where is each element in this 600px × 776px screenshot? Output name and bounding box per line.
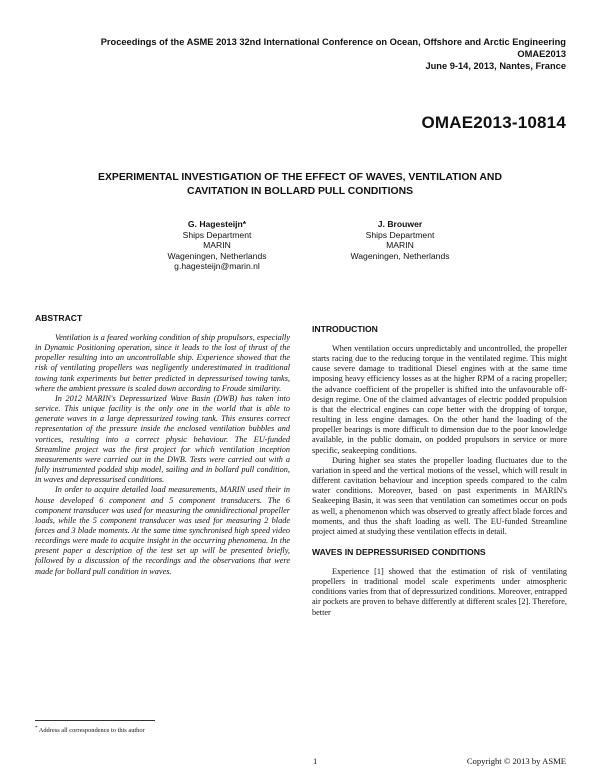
- page-number: 1: [313, 756, 318, 766]
- waves-heading: WAVES IN DEPRESSURISED CONDITIONS: [312, 546, 486, 557]
- author-mark: *: [242, 219, 247, 229]
- introduction-paragraph: When ventilation occurs unpredictably and uncontrolled, the propeller starts racing due to the reducing torque in the ventilated regime. This might cause severe damage to traditional Diesel engines with at the same time imposing heavy efficiency losses as at the higher RPM of a racing propeller; the advance coefficient of the propeller is shifted into the unfavourable off-design regime. One of the claimed advantages of electric podded propulsion is that the electrical engines can cope better with the dropping of torque, resulting in less engine damages. On the other hand the loading of the propeller bearings is more difficult to dimension due to the poor knowledge available, in the public domain, on podded propulsors in service or more specific, seakeeping conditions.: [312, 344, 567, 455]
- author-location: Wageningen, Netherlands: [167, 250, 267, 261]
- author-organization: MARIN: [386, 240, 414, 251]
- footnote-text: Address all correspondence to this author: [38, 727, 145, 735]
- footnote: [35, 726, 295, 734]
- section-gap: [312, 537, 567, 547]
- footnote-rule: [35, 720, 155, 721]
- introduction-paragraph: During higher sea states the propeller loading fluctuates due to the variation in speed and the vertical motions of the vessel, which will result in different cavitation behaviour and inception speeds compared to the calm water conditions. Moreover, based on past experiments in MARIN's Seakeeping Basin, it was seen that ventilation can sometimes occur on pods as well, a phenomenon which was observed to greatly affect blade forces and moments, and thus the shaft loading as well. The EU-funded Streamline project aimed at studying these ventilation effects in detail.: [312, 455, 567, 536]
- author-name: J. Brouwer: [377, 219, 423, 229]
- abstract-heading: ABSTRACT: [35, 313, 83, 323]
- conference-line: Proceedings of the ASME 2013 32nd International Conference on Ocean, Offshore and Arctic Engineering: [100, 37, 566, 47]
- author-email[interactable]: g.hagesteijn@marin.nl: [174, 261, 260, 272]
- waves-paragraph: Experience [1] showed that the estimation of risk of ventilating propellers in traditional model scale experiments under atmospheric conditions varies from that of depressurized conditions. Moreover, entrapped air pockets are proven to behave differently at different scales [2]. Therefore, better: [312, 566, 567, 617]
- author-block: [137, 219, 297, 272]
- introduction-heading: INTRODUCTION: [312, 324, 378, 334]
- author-department: Ships Department: [182, 229, 252, 240]
- author-department: Ships Department: [365, 229, 435, 240]
- author-location: Wageningen, Netherlands: [350, 250, 450, 261]
- author-organization: MARIN: [203, 240, 231, 251]
- conference-header: [60, 36, 566, 72]
- title-line: CAVITATION IN BOLLARD PULL CONDITIONS: [186, 185, 414, 197]
- paper-title: [62, 171, 538, 198]
- paper-id: OMAE2013-10814: [421, 113, 566, 132]
- author-block: [320, 219, 480, 261]
- abstract-paragraph: Ventilation is a feared working condition of ship propulsors, especially in Dynamic Positioning operation, since it leads to the lost of thrust of the propeller resulting into an uncontrollable ship. Experience showed that the risk of ventilating propellers was negligently underestimated in traditional towing tank experiments but better predicted in depressurised towing tanks, where the ambient pressure is scaled down according to Froude similarity.: [35, 333, 290, 393]
- conference-line: OMAE2013: [517, 49, 566, 59]
- footnote-mark: *: [35, 726, 38, 731]
- author-name: G. Hagesteijn*: [187, 219, 247, 229]
- title-line: EXPERIMENTAL INVESTIGATION OF THE EFFECT OF WAVES, VENTILATION AND: [98, 172, 502, 183]
- left-column: [35, 313, 290, 577]
- abstract-paragraph: In order to acquire detailed load measurements, MARIN used their in house developed 6 component and 5 component transducers. The 6 component transducer was used for measuring the omnidirectional propeller loads, while the 5 component transducer was used for measuring 2 blade forces and 3 blade moments. At the same time synchronised high speed video recordings were made to acquire insight in the occurring phenomena. In the present paper a description of the test set up will be presented briefly, followed by a discussion of the recordings and the observations that were made for bollard pull condition in waves.: [35, 485, 290, 576]
- copyright-notice: Copyright © 2013 by ASME: [466, 756, 566, 766]
- conference-line: June 9-14, 2013, Nantes, France: [425, 61, 566, 71]
- right-column: [312, 324, 567, 618]
- abstract-paragraph: In 2012 MARIN's Depressurized Wave Basin (DWB) has taken into service. This unique facility is the only one in the world that is able to generate waves in a large depressurized towing tank. This ensures correct representation of the pressure inside the enclosed ventilation bubbles and vortices, resulting into a correct physic behaviour. The EU-funded Streamline project was the first project for which ventilation inception measurements were carried out in the DWB. Tests were carried out with a fully instrumented podded ship model, sailing and in bollard pull condition, in waves and depressurised conditions.: [35, 393, 290, 485]
